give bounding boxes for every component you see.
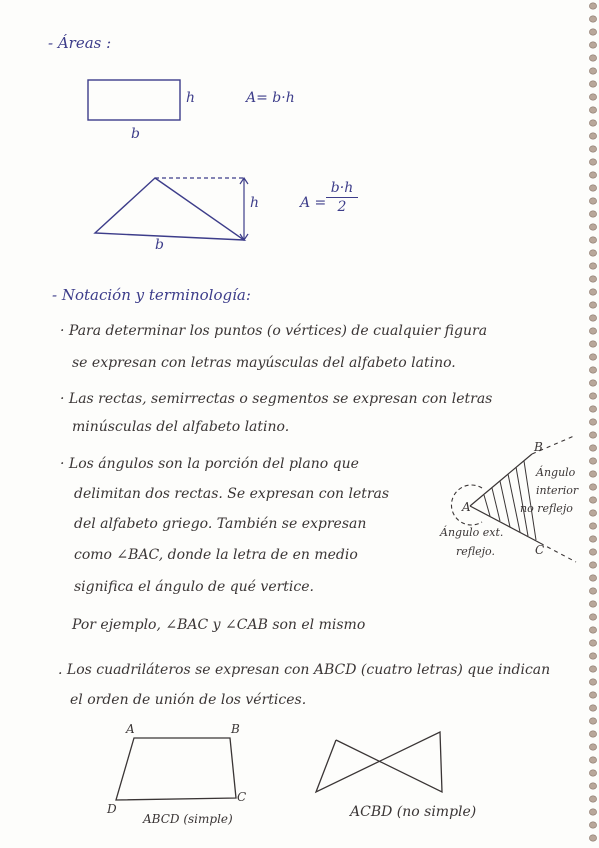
spiral-hole xyxy=(589,588,596,594)
bullet4-line1: . Los cuadriláteros se expresan con ABCD (cuatro letras) que indican xyxy=(58,662,551,678)
spiral-hole xyxy=(589,484,596,490)
spiral-hole xyxy=(589,289,596,295)
spiral-hole xyxy=(589,146,596,152)
simple-quad-caption: ABCD (simple) xyxy=(143,812,233,826)
exterior-label-line1: Ángulo ext. xyxy=(440,526,504,539)
spiral-hole xyxy=(589,549,596,555)
spiral-hole xyxy=(589,510,596,516)
spiral-hole xyxy=(589,458,596,464)
bullet3-line6: Por ejemplo, ∠BAC y ∠CAB son el mismo xyxy=(72,617,366,633)
spiral-hole xyxy=(589,692,596,698)
areas-heading: - Áreas : xyxy=(48,34,112,52)
quad-simple xyxy=(116,738,236,800)
spiral-hole xyxy=(589,315,596,321)
spiral-hole xyxy=(589,796,596,802)
bullet4-line2: el orden de unión de los vértices. xyxy=(70,692,307,708)
spiral-hole xyxy=(589,783,596,789)
angle-label-c: C xyxy=(535,543,545,557)
spiral-hole xyxy=(589,770,596,776)
rectangle-shape xyxy=(88,80,180,120)
rect-base-label: b xyxy=(131,126,140,142)
tri-base-label: b xyxy=(155,237,164,253)
quad-label-b: B xyxy=(231,722,240,736)
spiral-hole xyxy=(589,172,596,178)
bullet3-line2: delimitan dos rectas. Se expresan con letras xyxy=(74,486,390,502)
spiral-hole xyxy=(589,42,596,48)
spiral-hole xyxy=(589,575,596,581)
spiral-hole xyxy=(589,211,596,217)
spiral-hole xyxy=(589,744,596,750)
spiral-hole xyxy=(589,536,596,542)
spiral-hole xyxy=(589,718,596,724)
spiral-hole xyxy=(589,432,596,438)
spiral-hole xyxy=(589,809,596,815)
fraction-bar xyxy=(326,197,358,198)
tri-formula-numerator: b·h xyxy=(330,180,354,196)
spiral-hole xyxy=(589,653,596,659)
spiral-hole xyxy=(589,419,596,425)
spiral-hole xyxy=(589,354,596,360)
spiral-hole xyxy=(589,29,596,35)
spiral-hole xyxy=(589,731,596,737)
spiral-hole xyxy=(589,380,596,386)
spiral-hole xyxy=(589,341,596,347)
spiral-hole xyxy=(589,705,596,711)
spiral-hole xyxy=(589,367,596,373)
spiral-hole xyxy=(589,523,596,529)
tri-formula-denominator: 2 xyxy=(337,199,347,215)
spiral-hole xyxy=(589,757,596,763)
spiral-hole xyxy=(589,198,596,204)
spiral-hole xyxy=(589,640,596,646)
spiral-hole xyxy=(589,627,596,633)
bullet1-line2: se expresan con letras mayúsculas del alfabeto latino. xyxy=(72,355,456,371)
interior-label-line1: Ángulo xyxy=(536,466,576,479)
quad-label-a: A xyxy=(126,722,135,736)
tri-formula-lhs: A = xyxy=(300,195,327,211)
tri-height-label: h xyxy=(250,195,260,211)
ray-ac-dashed xyxy=(540,543,576,562)
spiral-hole xyxy=(589,224,596,230)
angle-label-a: A xyxy=(462,500,471,514)
notebook-spiral-holes xyxy=(584,0,599,848)
spiral-hole xyxy=(589,822,596,828)
ray-ab-solid xyxy=(470,454,532,506)
spiral-hole xyxy=(589,94,596,100)
triangle-shape xyxy=(95,178,244,240)
bullet2-line1: · Las rectas, semirrectas o segmentos se expresan con letras xyxy=(60,391,493,407)
spiral-hole xyxy=(589,120,596,126)
nonsimple-quad-caption: ACBD (no simple) xyxy=(350,804,477,820)
spiral-hole xyxy=(589,328,596,334)
spiral-hole xyxy=(589,614,596,620)
spiral-hole xyxy=(589,107,596,113)
quad-label-d: D xyxy=(107,802,117,816)
quad-nonsimple xyxy=(316,732,442,792)
spiral-hole xyxy=(589,562,596,568)
spiral-hole xyxy=(589,16,596,22)
quad-label-c: C xyxy=(237,790,247,804)
rect-area-formula: A= b·h xyxy=(246,90,295,106)
notation-heading: - Notación y terminología: xyxy=(52,286,251,304)
spiral-hole xyxy=(589,302,596,308)
bullet2-line2: minúsculas del alfabeto latino. xyxy=(72,419,290,435)
angle-label-b: B xyxy=(534,440,543,454)
spiral-hole xyxy=(589,3,596,9)
bullet3-line1: · Los ángulos son la porción del plano que xyxy=(60,456,359,472)
spiral-hole xyxy=(589,263,596,269)
spiral-hole xyxy=(589,55,596,61)
spiral-hole xyxy=(589,159,596,165)
spiral-hole xyxy=(589,250,596,256)
spiral-hole xyxy=(589,393,596,399)
spiral-hole xyxy=(589,237,596,243)
bullet1-line1: · Para determinar los puntos (o vértices) de cualquier figura xyxy=(60,323,488,339)
bullet3-line4: como ∠BAC, donde la letra de en medio xyxy=(74,547,358,563)
spiral-hole xyxy=(589,835,596,841)
bullet3-line3: del alfabeto griego. También se expresan xyxy=(74,516,367,532)
spiral-hole xyxy=(589,679,596,685)
spiral-hole xyxy=(589,133,596,139)
spiral-hole xyxy=(589,471,596,477)
spiral-hole xyxy=(589,497,596,503)
spiral-hole xyxy=(589,601,596,607)
spiral-hole xyxy=(589,276,596,282)
interior-label-line3: no reflejo xyxy=(520,502,573,515)
bullet3-line5: significa el ángulo de qué vertice. xyxy=(74,579,314,595)
rect-height-label: h xyxy=(186,90,196,106)
spiral-hole xyxy=(589,666,596,672)
spiral-hole xyxy=(589,81,596,87)
tri-formula-fraction xyxy=(326,180,358,215)
spiral-hole xyxy=(589,406,596,412)
exterior-label-line2: reflejo. xyxy=(456,545,495,558)
spiral-hole xyxy=(589,185,596,191)
interior-label-line2: interior xyxy=(536,484,579,497)
spiral-hole xyxy=(589,445,596,451)
spiral-hole xyxy=(589,68,596,74)
